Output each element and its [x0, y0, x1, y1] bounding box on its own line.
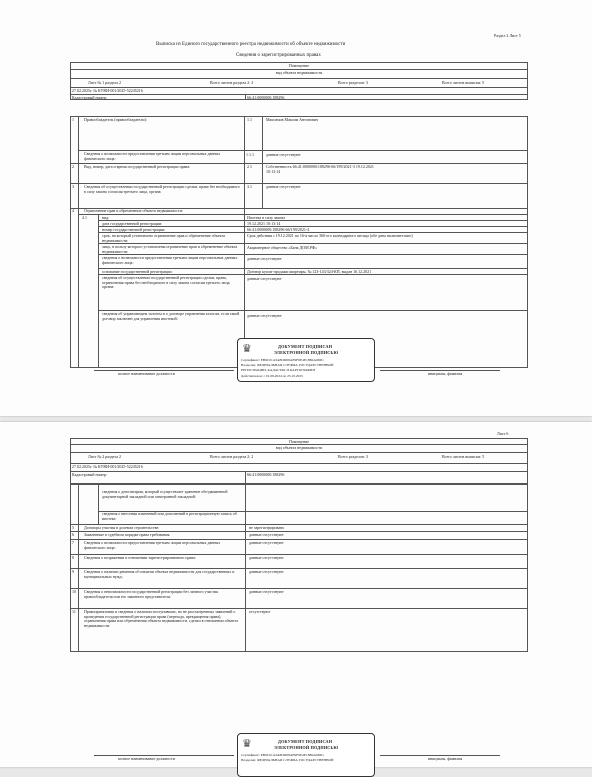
- row-subnumber: 3.1: [247, 184, 252, 189]
- enc-value-term: Срок действия с 19.12.2021 по 16-я число 360-ого календарного месяца (обе даты включительно): [247, 233, 413, 238]
- cadastral-label: Кадастровый номер:: [72, 94, 107, 100]
- total-sheets-section: Всего листов раздела 2: 2: [210, 80, 254, 85]
- enc-value-consent: данные отсутствуют: [247, 276, 282, 281]
- row-number: 10: [72, 589, 76, 594]
- footer-position-caption: полное наименование должности: [118, 371, 175, 376]
- footer-name-caption: инициалы, фамилия: [428, 371, 463, 376]
- document-subtitle: Сведения о зарегистрированных правах: [236, 53, 321, 58]
- enc-label-type: вид:: [102, 214, 110, 220]
- enc-value-date: 19.12.2021 10:13:14: [247, 220, 281, 226]
- row-label: Договоры участия в долевом строительстве:: [84, 525, 160, 530]
- coat-of-arms-icon: ♛: [242, 342, 252, 355]
- row-number: 3: [72, 184, 74, 189]
- stamp-title: ЭЛЕКТРОННОЙ ПОДПИСЬЮ: [274, 350, 339, 355]
- total-sheets-section: Всего листов раздела 2: 2: [210, 454, 254, 459]
- enc-label-date: дата государственной регистрации:: [102, 220, 163, 226]
- row-number: 7: [72, 540, 74, 545]
- e-signature-stamp: [237, 338, 375, 382]
- enc-label-pledge-manager: сведения об управляющем залогом и о договоре управления залогом, если такой договор заключен для управления ипотекой:: [102, 312, 240, 321]
- stamp-title: ДОКУМЕНТ ПОДПИСАН: [278, 739, 333, 744]
- date-number: 27.02.2025г. № КУВИ-001/2025-52245216: [72, 464, 143, 469]
- continued-label: сведения о внесении изменений или дополнений в регистрационную запись об ипотеке:: [102, 512, 237, 521]
- row-label: Сведения о невозможности государственной регистрации без личного участия правообладателя или его законного представителя:: [84, 590, 218, 599]
- enc-value-personal-data: данные отсутствуют: [247, 256, 282, 261]
- enc-label-term: срок, на который установлено ограничение прав и обременение объекта недвижимости:: [102, 234, 225, 243]
- row-number: 5: [72, 525, 74, 530]
- enc-value-beneficiary: Акционерное общество «Банк ДОМ.РФ»: [247, 245, 318, 250]
- enc-value-pledge-manager: данные отсутствуют: [247, 313, 282, 318]
- row-subnumber: 1.1: [247, 117, 252, 122]
- total-sheets: Всего листов выписки: 5: [442, 80, 485, 85]
- enc-label-beneficiary: лицо, в пользу которого установлены ограничение прав и обременение объекта недвижимости:: [102, 245, 238, 254]
- cadastral-label: Кадастровый номер:: [72, 472, 107, 477]
- enc-label-consent: сведения об осуществлении государственной регистрации сделки, права, ограничения права без необходимого в силу закона согласия третьего лица, органа:: [102, 276, 231, 290]
- enc-value-basis: Договор купли-продажи квартиры, № 123-143/324-КП, выдан 16.12.2021: [247, 268, 372, 274]
- enc-value-type: Ипотека в силу закона: [247, 214, 285, 220]
- footer-position-caption: полное наименование должности: [118, 756, 175, 761]
- row-label: Сведения о возражении в отношении зарегистрированного права:: [84, 556, 197, 560]
- row-value: данные отсутствуют: [249, 569, 284, 574]
- row-subnumber: 2.1: [247, 164, 252, 169]
- row-value: данные отсутствуют: [249, 555, 284, 560]
- row-label: Ограничение прав и обременение объекта недвижимости:: [84, 208, 183, 213]
- row-value: данные отсутствуют: [266, 184, 301, 189]
- row-label: Правопритязания и сведения о наличии поступивших, но не рассмотренных заявлений о проведении государственной регистрации права (перехода, прекращения права), ограничения права или обременения объекта недвижимости, сделки в отношении объекта недвижимости:: [84, 610, 238, 628]
- enc-value-number: 66:41:0000000:188296-66/199/2021-4: [247, 226, 310, 232]
- stamp-line: Сертификат: ЕВ9С01А3А8DD08АЕ9F6Е4Е18В4А0D01: [241, 753, 324, 757]
- row-subnumber: 1.1.1: [246, 152, 254, 157]
- row-label: Сведения о возможности предоставления третьим лицам персональных данных физического лица:: [84, 541, 221, 550]
- total-sections: Всего разделов: 3: [338, 454, 368, 459]
- continued-label: сведения о депозитарии, который осуществляет хранение обездвиженной документарной закладной или электронной закладной:: [102, 490, 228, 499]
- sheet-label: Лист № 1 раздела 2: [88, 80, 122, 85]
- stamp-title: ДОКУМЕНТ ПОДПИСАН: [278, 344, 333, 349]
- enc-label-personal-data: сведения о возможности предоставления третьим лицам персональных данных физического лица:: [102, 256, 238, 265]
- row-value: данные отсутствуют: [249, 540, 284, 545]
- row-value: отсутствуют: [249, 609, 271, 614]
- coat-of-arms-icon: ♛: [242, 737, 252, 750]
- footer-name-caption: инициалы, фамилия: [428, 756, 463, 761]
- row-label: Заявленные в судебном порядке права требования:: [84, 532, 171, 537]
- enc-label-basis: основание государственной регистрации:: [102, 268, 173, 274]
- object-type-caption: вид объекта недвижимости: [275, 70, 323, 75]
- row-number: 6: [72, 532, 74, 537]
- row-number: 11: [72, 609, 76, 614]
- stamp-line: Владелец: ФЕДЕРАЛЬНАЯ СЛУЖБА ГОСУДАРСТВЕННОЙ: [241, 758, 334, 762]
- page-corner-label: Раздел 2 Лист 5: [494, 33, 521, 38]
- total-sections: Всего разделов: 3: [338, 80, 368, 85]
- owner-name: Максимов Максим Антонович: [266, 117, 319, 122]
- row-number: 9: [72, 569, 74, 574]
- stamp-line: Действителен: с 01.08.2024 по 25.10.2025: [241, 374, 303, 378]
- cadastral-value: 66:41:0000000:188296: [247, 94, 285, 100]
- row-label: Правообладатель (правообладатели):: [84, 117, 147, 122]
- document-title: Выписка из Единого государственного реестра недвижимости об объекте недвижимости: [156, 42, 346, 47]
- row-value: данные отсутствуют: [266, 152, 301, 157]
- document-page-2: [0, 422, 592, 767]
- enc-label-number: номер государственной регистрации:: [102, 226, 166, 232]
- registration-value: Собственность 66:41:0000000:188296-66/199/2021-3 19.12.2021 10:13:14: [266, 165, 374, 174]
- row-subnumber: 4.1: [82, 215, 87, 220]
- object-type-caption: вид объекта недвижимости: [275, 445, 323, 450]
- stamp-title: ЭЛЕКТРОННОЙ ПОДПИСЬЮ: [274, 745, 339, 750]
- e-signature-stamp: [237, 733, 375, 777]
- object-type: Помещение: [288, 63, 310, 68]
- sheet-label: Лист № 2 раздела 2: [88, 454, 122, 459]
- stamp-line: Владелец: ФЕДЕРАЛЬНАЯ СЛУЖБА ГОСУДАРСТВЕННОЙ: [241, 363, 334, 367]
- row-label: Сведения об осуществлении государственной регистрации сделки, права без необходимого в силу закона согласия третьего лица, органа:: [84, 185, 240, 194]
- total-sheets: Всего листов выписки: 5: [442, 454, 485, 459]
- row-number: 8: [72, 555, 74, 560]
- date-number: 27.02.2025г. № КУВИ-001/2025-52245216: [72, 88, 143, 93]
- row-label: Сведения о наличии решения об изъятии объекта недвижимости для государственных и муниципальных нужд:: [84, 570, 235, 579]
- stamp-line: Сертификат: ЕВ9С01А3А8DD08АЕ9F6Е4Е18В4А0D01: [241, 358, 324, 362]
- row-number: 4: [72, 208, 74, 213]
- stamp-line: РЕГИСТРАЦИИ, КАДАСТРА И КАРТОГРАФИИ: [241, 368, 315, 372]
- row-value: данные отсутствуют: [249, 589, 284, 594]
- row-value: данные отсутствуют: [249, 532, 284, 537]
- row-label: Сведения о возможности предоставления третьим лицам персональных данных физического лица:: [84, 152, 221, 161]
- row-number: 1: [72, 117, 74, 122]
- row-value: не зарегистрировано: [249, 525, 285, 530]
- cadastral-value: 66:41:0000000:188296: [247, 472, 285, 477]
- page-corner-label: Лист 6: [497, 431, 509, 436]
- object-type: Помещение: [288, 438, 310, 444]
- row-label: Вид, номер, дата и время государственной регистрации права:: [84, 165, 191, 169]
- row-number: 2: [72, 164, 74, 169]
